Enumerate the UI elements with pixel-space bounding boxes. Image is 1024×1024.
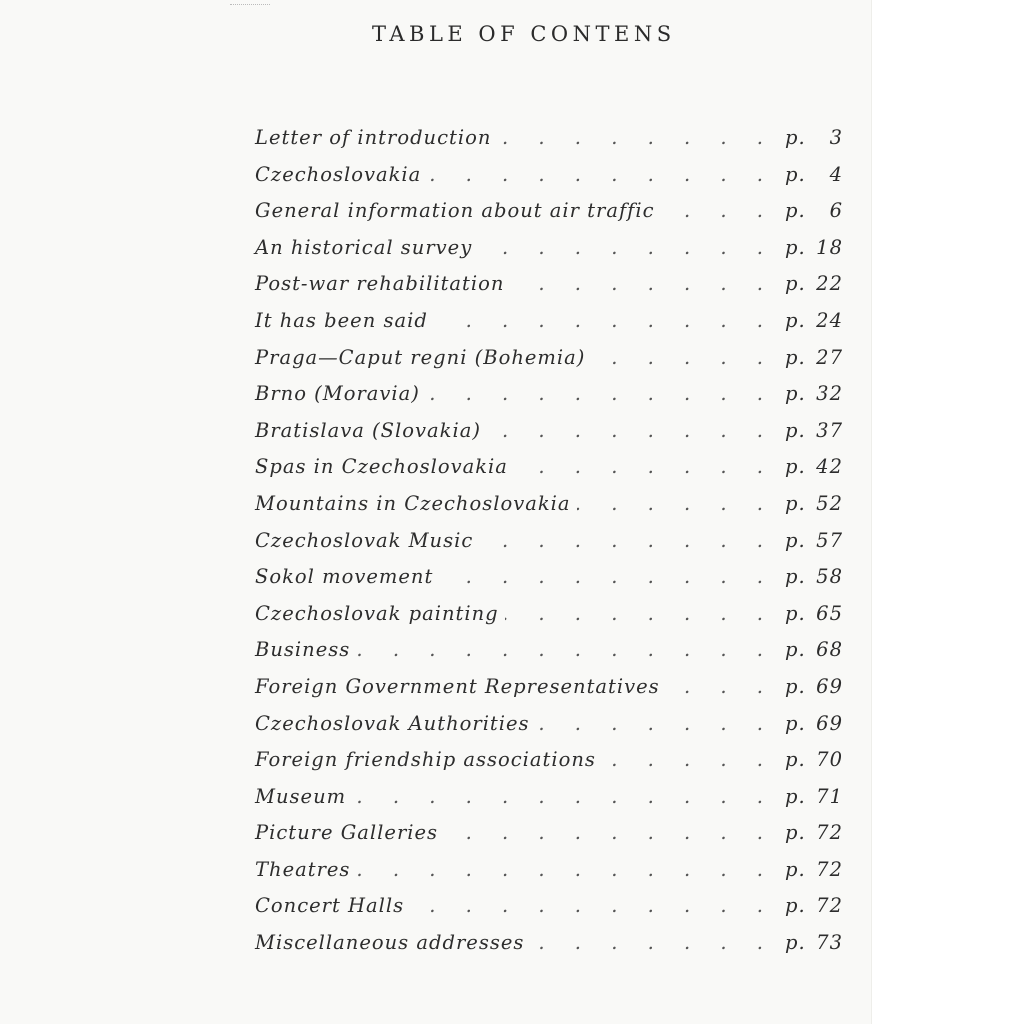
- toc-page-number: 24: [816, 308, 843, 332]
- toc-entry: [255, 894, 843, 931]
- toc-entry-title: Museum: [255, 784, 347, 808]
- toc-entry-title: An historical survey: [255, 235, 473, 259]
- toc-page-number: 72: [816, 821, 843, 845]
- toc-entry-title: It has been said: [255, 308, 428, 332]
- toc-page-prefix: p.: [785, 565, 806, 589]
- toc-page-number: 69: [816, 674, 843, 698]
- toc-entry-title: Sokol movement: [255, 565, 434, 589]
- toc-entry-title: Bratislava (Slovakia): [255, 418, 481, 442]
- toc-page-number: 42: [816, 455, 843, 479]
- toc-entry: [255, 346, 843, 383]
- dot-leader: [661, 199, 775, 222]
- toc-page-prefix: p.: [785, 528, 806, 552]
- toc-page-number: 22: [816, 272, 843, 296]
- toc-page-number: 27: [816, 345, 843, 369]
- toc-entry: [255, 419, 843, 456]
- dot-leader: [427, 163, 775, 186]
- dot-leader: [487, 419, 775, 442]
- toc-entry: [255, 748, 843, 785]
- dot-leader: [510, 272, 775, 295]
- toc-page-prefix: p.: [785, 491, 806, 515]
- toc-page-prefix: p.: [785, 601, 806, 625]
- dot-leader: [591, 346, 775, 369]
- toc-page-prefix: p.: [785, 126, 806, 149]
- toc-page-prefix: p.: [785, 748, 806, 772]
- toc-entry-title: Foreign friendship associations: [255, 748, 596, 772]
- dot-leader: [505, 602, 775, 625]
- toc-page-number: 32: [816, 382, 843, 406]
- toc-entry-title: Czechoslovakia: [255, 162, 422, 186]
- toc-page-prefix: p.: [785, 199, 806, 223]
- toc-entry-title: Post-war rehabilitation: [255, 272, 505, 296]
- toc-entry: [255, 931, 843, 968]
- page-edge: [871, 0, 1024, 1024]
- toc-entry-title: Picture Galleries: [255, 821, 439, 845]
- dot-leader: [439, 565, 775, 588]
- dot-leader: [602, 748, 775, 771]
- toc-page-number: 4: [829, 162, 843, 186]
- dot-leader: [352, 785, 775, 808]
- dot-leader: [497, 126, 775, 149]
- toc-entry: [255, 712, 843, 749]
- dot-leader: [514, 455, 775, 478]
- toc-page-number: 58: [816, 565, 843, 589]
- toc-entry-title: Theatres: [255, 857, 351, 881]
- toc-entry: [255, 821, 843, 858]
- toc-page-number: 73: [816, 931, 843, 955]
- toc-entry: [255, 455, 843, 492]
- toc-page-prefix: p.: [785, 345, 806, 369]
- toc-page-number: 37: [816, 418, 843, 442]
- toc-page-prefix: p.: [785, 931, 806, 955]
- page-corner-mark: [230, 0, 270, 5]
- toc-page-prefix: p.: [785, 235, 806, 259]
- toc-entry: [255, 163, 843, 200]
- dot-leader: [356, 638, 775, 661]
- toc-page-prefix: p.: [785, 455, 806, 479]
- dot-leader: [426, 382, 775, 405]
- dot-leader: [577, 492, 775, 515]
- dot-leader: [666, 675, 775, 698]
- toc-entry-title: Foreign Government Representatives: [255, 674, 660, 698]
- toc-entry: [255, 602, 843, 639]
- toc-entry: [255, 236, 843, 273]
- toc-page-prefix: p.: [785, 784, 806, 808]
- toc-entry-title: Brno (Moravia): [255, 382, 420, 406]
- toc-page-number: 18: [816, 235, 843, 259]
- dot-leader: [434, 309, 775, 332]
- toc-page-number: 72: [816, 894, 843, 918]
- dot-leader: [479, 529, 775, 552]
- toc-page-number: 3: [829, 126, 843, 149]
- dot-leader: [356, 858, 775, 881]
- toc-entry: [255, 309, 843, 346]
- toc-entry: [255, 272, 843, 309]
- toc-entry-title: Mountains in Czechoslovakia: [255, 491, 571, 515]
- toc-page-number: 70: [816, 748, 843, 772]
- toc-page-number: 57: [816, 528, 843, 552]
- toc-page-prefix: p.: [785, 638, 806, 662]
- toc-page-prefix: p.: [785, 821, 806, 845]
- dot-leader: [410, 894, 775, 917]
- toc-entry-title: General information about air traffic: [255, 199, 655, 223]
- toc-entry: [255, 529, 843, 566]
- toc-entry: [255, 126, 843, 163]
- toc-page-number: 65: [816, 601, 843, 625]
- toc-page-prefix: p.: [785, 162, 806, 186]
- dot-leader: [478, 236, 775, 259]
- toc-page-prefix: p.: [785, 894, 806, 918]
- toc-page-number: 6: [829, 199, 843, 223]
- toc-entry-title: Czechoslovak Authorities: [255, 711, 530, 735]
- toc-entry-title: Spas in Czechoslovakia: [255, 455, 508, 479]
- toc-entry: [255, 785, 843, 822]
- toc-entry-title: Letter of introduction: [255, 126, 492, 149]
- toc-page-number: 69: [816, 711, 843, 735]
- toc-page-prefix: p.: [785, 674, 806, 698]
- toc-entry-title: Praga—Caput regni (Bohemia): [255, 345, 586, 369]
- toc-page-prefix: p.: [785, 418, 806, 442]
- toc-page-prefix: p.: [785, 308, 806, 332]
- toc-entry: [255, 675, 843, 712]
- toc-page-prefix: p.: [785, 382, 806, 406]
- toc-entry: [255, 858, 843, 895]
- table-of-contents: [255, 126, 843, 968]
- dot-leader: [530, 931, 775, 954]
- page-title: TABLE OF CONTENS: [372, 22, 676, 46]
- toc-entry: [255, 199, 843, 236]
- toc-entry-title: Business: [255, 638, 351, 662]
- dot-leader: [536, 712, 775, 735]
- toc-entry: [255, 382, 843, 419]
- toc-page-prefix: p.: [785, 857, 806, 881]
- toc-entry-title: Czechoslovak painting: [255, 601, 499, 625]
- toc-page-number: 68: [816, 638, 843, 662]
- toc-entry-title: Czechoslovak Music: [255, 528, 474, 552]
- dot-leader: [444, 821, 775, 844]
- toc-page-number: 71: [816, 784, 843, 808]
- toc-entry: [255, 565, 843, 602]
- toc-entry: [255, 638, 843, 675]
- toc-page-number: 52: [816, 491, 843, 515]
- toc-entry: [255, 492, 843, 529]
- toc-entry-title: Miscellaneous addresses: [255, 931, 525, 955]
- toc-page-prefix: p.: [785, 711, 806, 735]
- toc-page-prefix: p.: [785, 272, 806, 296]
- toc-page-number: 72: [816, 857, 843, 881]
- toc-entry-title: Concert Halls: [255, 894, 405, 918]
